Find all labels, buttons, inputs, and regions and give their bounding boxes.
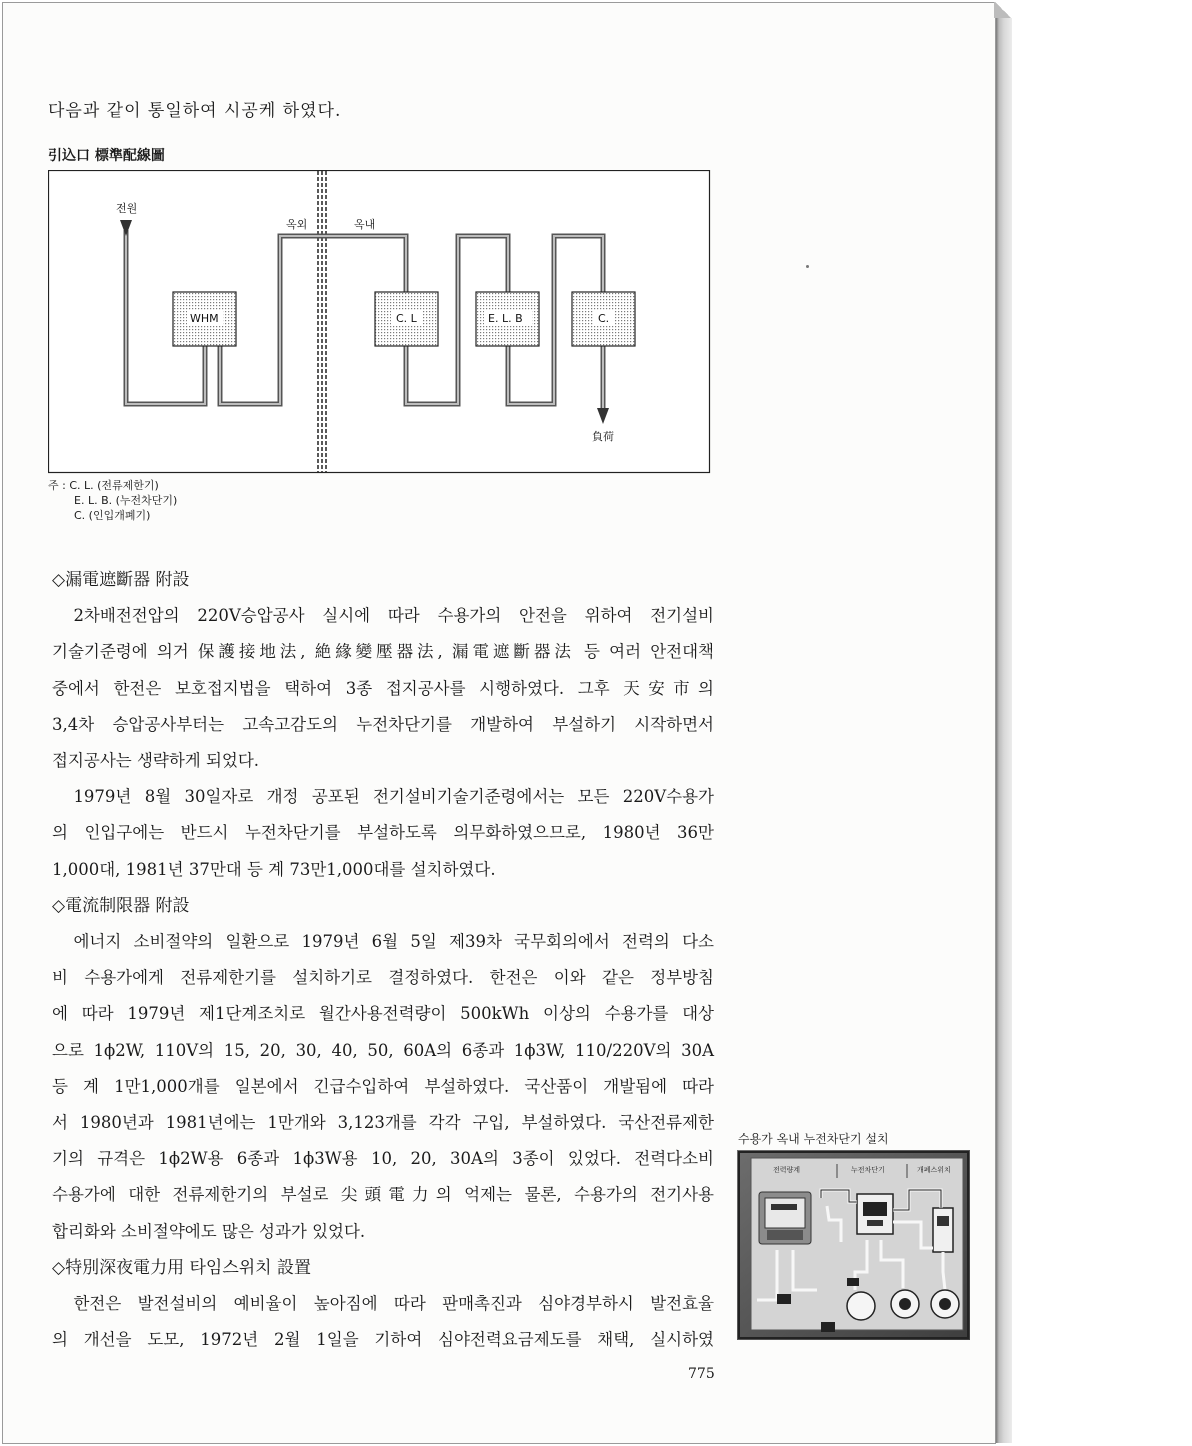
section-heading-elb: ◇漏電遮斷器 附設	[52, 570, 190, 590]
photo-label-elb: 누전차단기	[851, 1166, 885, 1174]
paragraph	[52, 779, 714, 815]
text-line: 서 1980년과 1981년에는 1만개와 3,123개를 각각 구입, 부설하였다. 국산전류제한	[52, 1113, 714, 1133]
label-whm: WHM	[190, 312, 219, 325]
figure-title: 引込口 標準配線圖	[48, 148, 165, 164]
section-heading-cl: ◇電流制限器 附設	[52, 895, 190, 916]
text-line: 3,4차 승압공사부터는 고속고감도의 누전차단기를 개발하여 부설하기 시작하면서	[52, 714, 714, 734]
text-line: 기의 규격은 1ϕ2W용 6종과 1ϕ3W용 10, 20, 30A의 3종이 있었다. 전력다소비	[52, 1149, 714, 1169]
page-edge	[996, 2, 1012, 1443]
text-line: 한전은 발전설비의 예비율이 높아짐에 따라 판매촉진과 심야경부하시 발전효율	[73, 1294, 714, 1314]
text-line: 1,000대, 1981년 37만대 등 계 73만1,000대를 설치하였다.	[52, 859, 496, 879]
photo-caption: 수용가 옥내 누전차단기 설치	[738, 1132, 889, 1146]
paragraph	[52, 1286, 714, 1322]
text-line: 에 따라 1979년 제1단계조치로 월간사용전력량이 500kWh 이상의 수용가를 대상	[52, 1004, 714, 1024]
photo-label-switch: 개폐스위치	[917, 1166, 951, 1174]
label-elb: E. L. B	[488, 312, 523, 325]
switch-icon	[933, 1208, 953, 1252]
text-line: 1979년 8월 30일자로 개정 공포된 전기설비기술기준령에서는 모든 220V수용가	[73, 787, 714, 807]
text-line: 중에서 한전은 보호접지법을 택하여 3종 접지공사를 시행하였다. 그후 天安市의	[52, 678, 714, 698]
text-line: 접지공사는 생략하게 되었다.	[52, 751, 260, 771]
note-prefix: 주 :	[48, 479, 66, 492]
body-text	[52, 562, 714, 1358]
text-line: 등 계 1만1,000개를 일본에서 긴급수입하여 부설하였다. 국산품이 개발됨에 따라	[52, 1076, 714, 1096]
text-line: 비 수용가에게 전류제한기를 설치하기로 결정하였다. 한전은 이와 같은 정부방침	[52, 968, 714, 988]
speck	[806, 265, 809, 268]
text-line: 에너지 소비절약의 일환으로 1979년 6월 5일 제39차 국무회의에서 전력의 다소	[73, 932, 714, 952]
section-heading-timeswitch: ◇特別深夜電力用 타임스위치 設置	[52, 1257, 311, 1278]
text-line: 으로 1ϕ2W, 110V의 15, 20, 30, 40, 50, 60A의 6종과 1ϕ3W, 110/220V의 30A	[52, 1040, 714, 1060]
text-line: 합리화와 소비절약에도 많은 성과가 있었다.	[52, 1221, 366, 1241]
installation-photo	[737, 1150, 970, 1340]
text-line: 2차배전전압의 220V승압공사 실시에 따라 수용가의 안전을 위하여 전기설비	[73, 606, 714, 626]
wiring-diagram	[48, 170, 712, 476]
paragraph	[52, 598, 714, 634]
note-elb: E. L. B. (누전차단기)	[74, 494, 178, 507]
page-corner	[994, 2, 1012, 18]
paragraph	[52, 924, 714, 960]
intro-text: 다음과 같이 통일하여 시공케 하였다.	[48, 101, 342, 121]
photo-label-meter: 전력량계	[773, 1166, 801, 1174]
note-cl: C. L. (전류제한기)	[69, 479, 159, 492]
text-line: 의 개선을 도모, 1972년 2월 1일을 기하여 심야전력요금제도를 채택, 실시하였	[52, 1330, 714, 1350]
note-row-1	[48, 478, 177, 493]
label-load: 負荷	[592, 430, 614, 443]
text-line: 기술기준령에 의거 保護接地法, 絶緣變壓器法, 漏電遮斷器法 등 여러 안전대책	[52, 642, 714, 662]
figure-notes	[48, 478, 177, 523]
page-number: 775	[688, 1366, 715, 1382]
bulb-icon	[847, 1292, 875, 1320]
text-line: 수용가에 대한 전류제한기의 부설로 尖頭電力의 억제는 물론, 수용가의 전기사용	[52, 1185, 714, 1205]
label-indoor: 옥내	[354, 218, 376, 231]
text-line: 의 인입구에는 반드시 누전차단기를 부설하도록 의무화하였으므로, 1980년 36만	[52, 823, 714, 843]
label-source: 전원	[116, 202, 138, 215]
label-outdoor: 옥외	[286, 218, 308, 231]
note-c: C. (인입개폐기)	[74, 509, 151, 522]
label-c: C.	[598, 312, 610, 325]
label-cl: C. L	[396, 312, 417, 325]
